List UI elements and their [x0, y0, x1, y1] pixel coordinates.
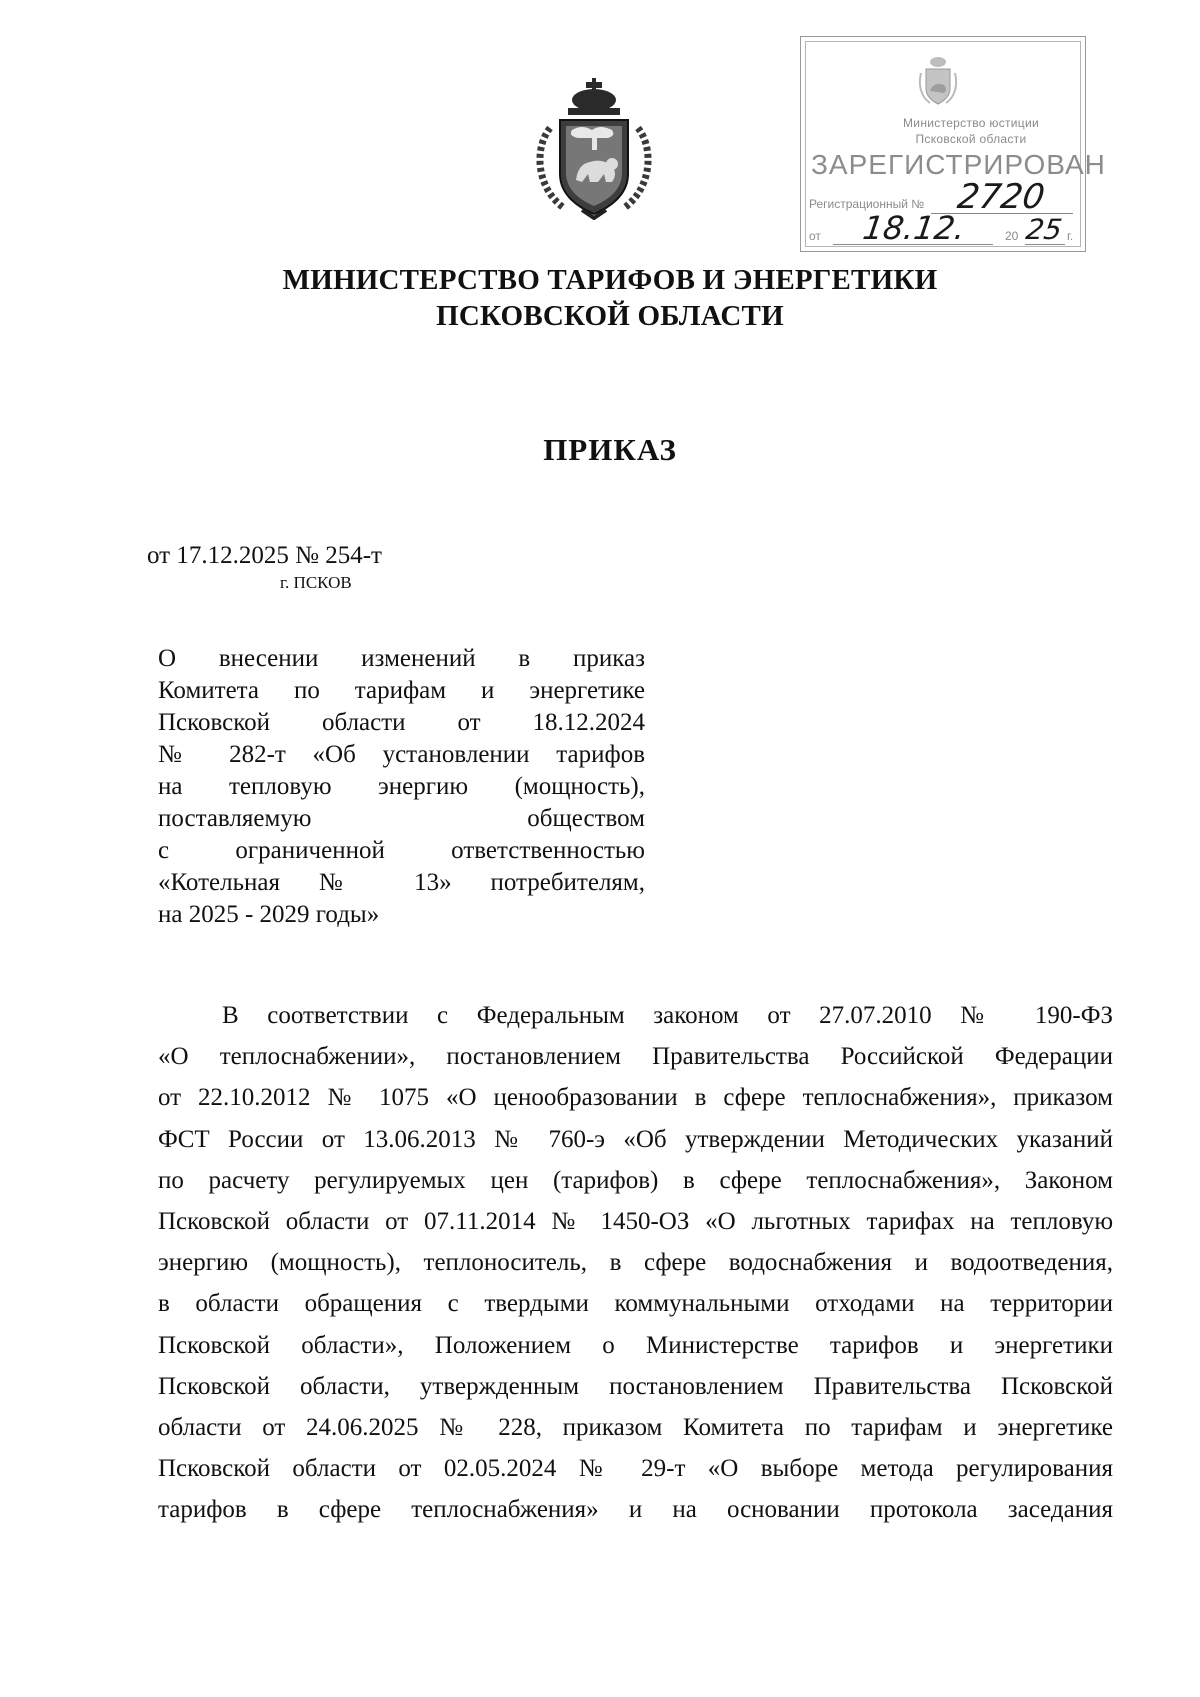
stamp-from-label: от	[809, 229, 821, 243]
body-line: В соответствии с Федеральным законом от 27.07.2010 № 190-ФЗ	[222, 1002, 1113, 1029]
stamp-reg-number: 2720	[954, 177, 1048, 217]
body-line: Псковской области от 02.05.2024 № 29-т «О выборе метода регулирования	[158, 1455, 1113, 1483]
subject-line: № 282-т «Об установлении тарифов	[158, 741, 645, 768]
subject-line: Псковской области от 18.12.2024	[158, 709, 645, 736]
registration-stamp	[800, 36, 1106, 252]
subject-line: Комитета по тарифам и энергетике	[158, 677, 645, 704]
order-city: г. ПСКОВ	[280, 573, 352, 592]
stamp-year: 25	[1023, 213, 1065, 246]
subject-line: «Котельная № 13» потребителям,	[158, 869, 645, 896]
stamp-authority-line2: Псковской области	[915, 132, 1027, 146]
stamp-year-suffix: г.	[1067, 229, 1074, 243]
stamp-year-prefix: 20	[1005, 229, 1019, 243]
stamp-date: 18.12.	[860, 209, 968, 247]
stamp-reg-label: Регистрационный №	[809, 197, 925, 211]
body-line: тарифов в сфере теплоснабжения» и на основании протокола заседания	[158, 1496, 1113, 1524]
coat-of-arms-icon	[528, 78, 660, 220]
body-line: в области обращения с твердыми коммунальными отходами на территории	[158, 1290, 1113, 1318]
body-line: ФСТ России от 13.06.2013 № 760-э «Об утверждении Методических указаний	[158, 1125, 1113, 1153]
body-line: Псковской области», Положением о Министерстве тарифов и энергетики	[158, 1331, 1113, 1359]
subject-line: с ограниченной ответственностью	[158, 837, 645, 864]
subject-line: поставляемую обществом	[158, 805, 645, 832]
body-line: «О теплоснабжении», постановлением Правительства Российской Федерации	[158, 1043, 1113, 1071]
body-paragraph	[158, 995, 1113, 1530]
ministry-heading	[150, 262, 1070, 334]
order-date-number: от 17.12.2025 № 254-т	[147, 542, 382, 569]
order-subject	[158, 643, 645, 931]
subject-line: О внесении изменений в приказ	[158, 645, 645, 672]
body-line: Псковской области от 07.11.2014 № 1450-ОЗ «О льготных тарифах на тепловую	[158, 1207, 1113, 1235]
body-line: от 22.10.2012 № 1075 «О ценообразовании в сфере теплоснабжения», приказом	[158, 1084, 1113, 1112]
body-line: по расчету регулируемых цен (тарифов) в сфере теплоснабжения», Законом	[158, 1166, 1113, 1194]
stamp-authority-line1: Министерство юстиции	[903, 116, 1039, 130]
subject-line: на тепловую энергию (мощность),	[158, 773, 645, 800]
order-title: ПРИКАЗ	[543, 432, 677, 467]
stamp-emblem-icon	[918, 55, 958, 107]
subject-line: на 2025 - 2029 годы»	[158, 901, 380, 928]
ministry-heading-line2: ПСКОВСКОЙ ОБЛАСТИ	[436, 300, 784, 332]
stamp-title: ЗАРЕГИСТРИРОВАН	[811, 149, 1106, 180]
body-line: энергию (мощность), теплоноситель, в сфере водоснабжения и водоотведения,	[158, 1249, 1113, 1277]
body-line: области от 24.06.2025 № 228, приказом Комитета по тарифам и энергетике	[158, 1413, 1113, 1441]
body-line: Псковской области, утвержденным постановлением Правительства Псковской	[158, 1372, 1113, 1400]
ministry-heading-line1: МИНИСТЕРСТВО ТАРИФОВ И ЭНЕРГЕТИКИ	[282, 264, 938, 296]
